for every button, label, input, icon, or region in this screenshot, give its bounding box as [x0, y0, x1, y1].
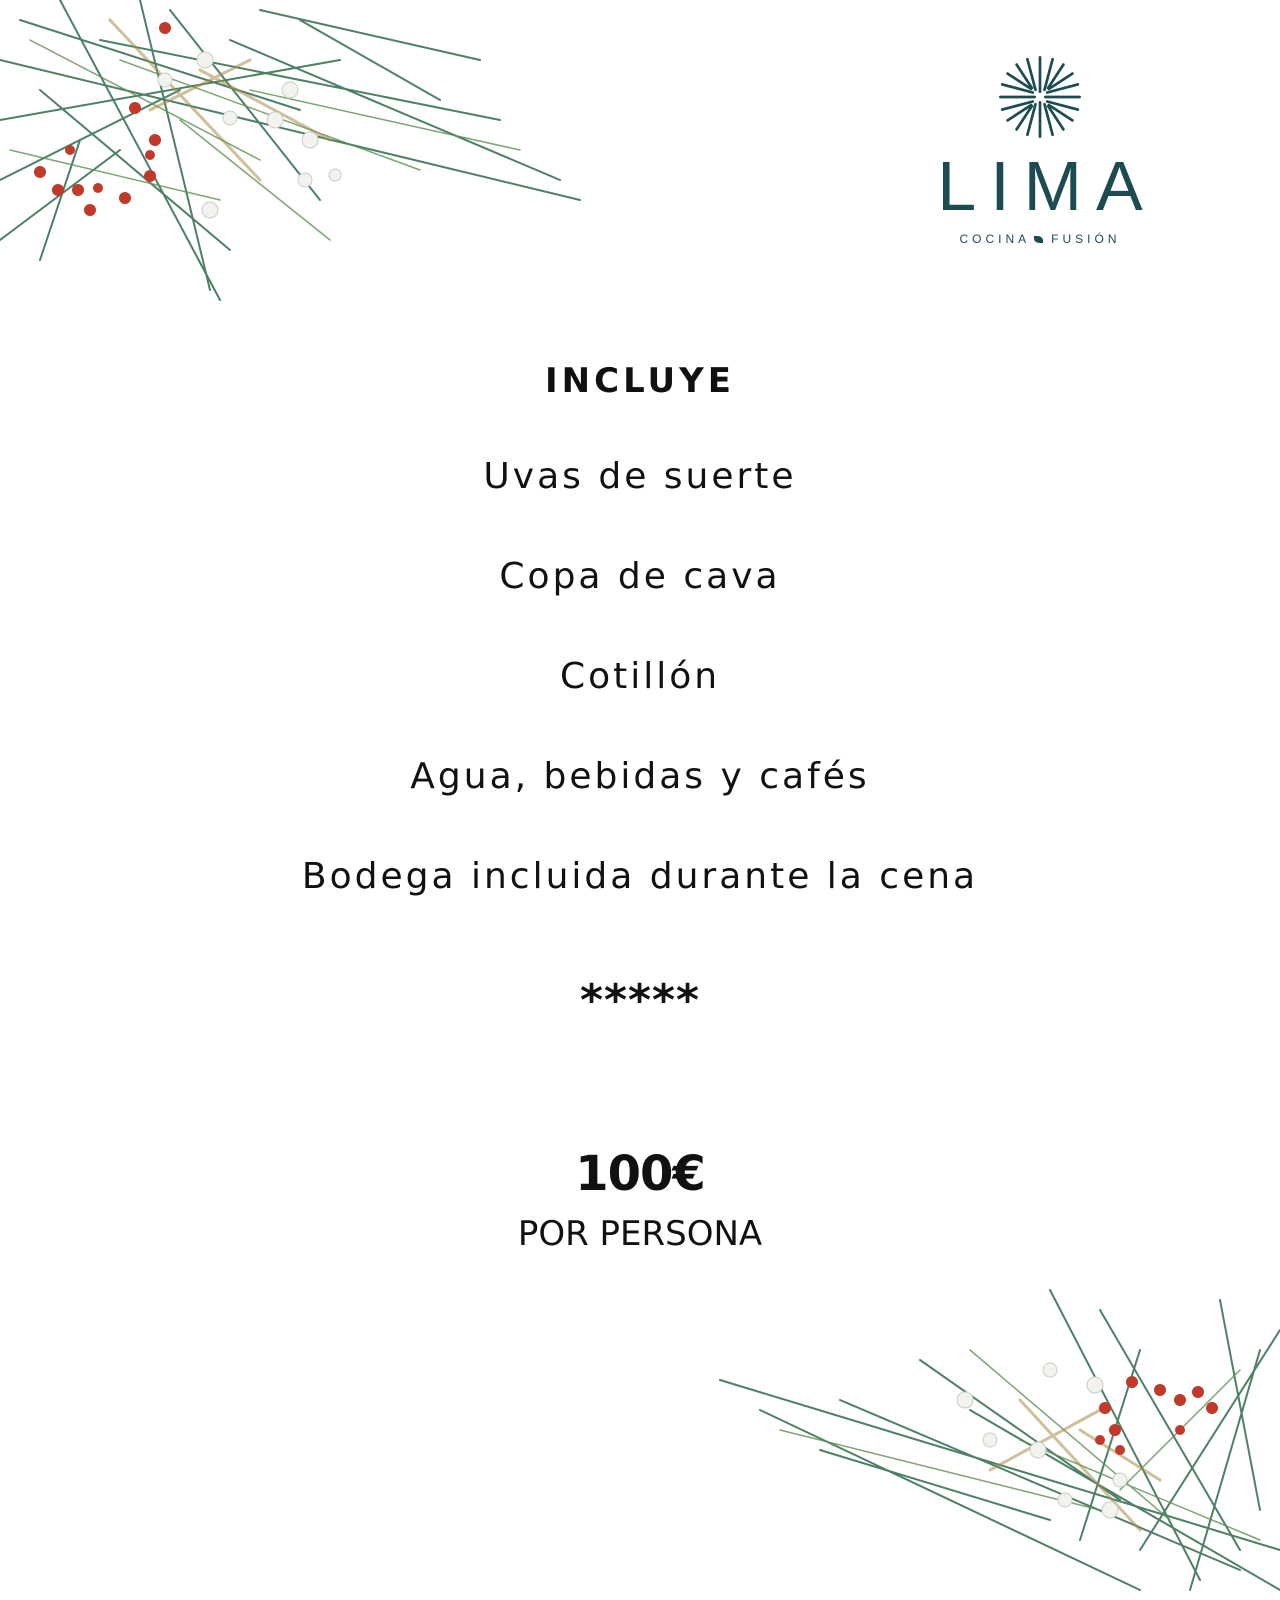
price-unit: POR PERSONA — [517, 1214, 763, 1254]
list-item: Copa de cava — [499, 556, 781, 597]
brand-logo — [890, 52, 1190, 246]
leaf-icon — [1034, 236, 1043, 243]
tagline-left: COCINA — [959, 232, 1031, 246]
pine-branch-top-left-icon — [0, 0, 600, 310]
menu-heading: INCLUYE — [545, 361, 735, 401]
tagline-right: FUSIÓN — [1051, 232, 1121, 246]
pine-branch-bottom-right-icon — [720, 1290, 1280, 1600]
price: 100€ — [575, 1146, 705, 1202]
list-item: Bodega incluida durante la cena — [301, 856, 979, 897]
brand-name: LIMA — [937, 147, 1157, 225]
brand-tagline — [890, 232, 1190, 246]
list-item: Uvas de suerte — [483, 456, 797, 497]
sunburst-logo-icon — [995, 52, 1085, 142]
separator-stars: ***** — [579, 975, 701, 1026]
list-item: Agua, bebidas y cafés — [410, 756, 870, 797]
list-item: Cotillón — [559, 656, 721, 697]
included-items-list — [0, 455, 1280, 955]
